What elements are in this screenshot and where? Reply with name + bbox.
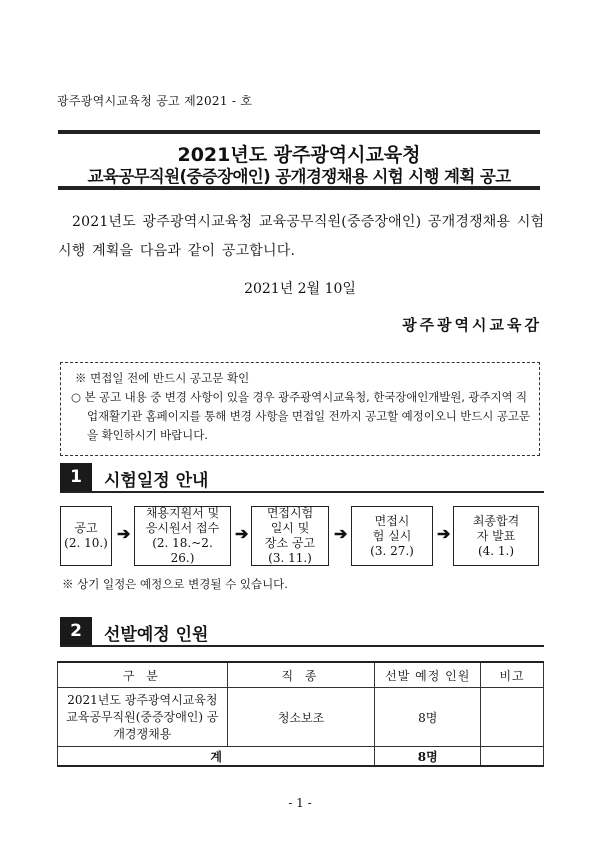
title-line-2: 교육공무직원(중증장애인) 공개경쟁채용 시험 시행 계획 공고 bbox=[87, 167, 511, 186]
arrow-icon: ➔ bbox=[437, 524, 451, 543]
notice-title: ※ 면접일 전에 반드시 공고문 확인 bbox=[75, 371, 250, 385]
step-date: (3. 11.) bbox=[268, 551, 312, 565]
count-cell: 8명 bbox=[375, 688, 481, 747]
notice-body: ○ 본 공고 내용 중 변경 사항이 있을 경우 광주광역시교육청, 한국장애인개발원, 광주지역 직업재활기관 홈페이지를 통해 변경 사항을 면접일 전까지 공고할 예정이오니 반드시 공고문을 확인하시기 바랍니다. bbox=[71, 390, 530, 442]
page-number: - 1 - bbox=[288, 796, 312, 810]
section-2-title: 선발예정 인원 bbox=[104, 625, 209, 645]
column-header: 선발 예정 인원 bbox=[375, 662, 481, 688]
notice-box bbox=[60, 362, 540, 456]
table-header-row bbox=[58, 662, 544, 688]
selection-table bbox=[57, 661, 544, 767]
table-total-row bbox=[58, 747, 544, 767]
intro-paragraph: 2021년도 광주광역시교육청 교육공무직원(중증장애인) 공개경쟁채용 시험 시행 계획을 다음과 같이 공고합니다. bbox=[58, 214, 545, 259]
step-label: 공고 bbox=[74, 521, 98, 535]
step-label: 채용지원서 및 응시원서 접수 bbox=[145, 506, 220, 535]
total-note bbox=[481, 747, 544, 767]
section-2-number: 2 bbox=[60, 617, 92, 645]
signature: 광주광역시교육감 bbox=[402, 316, 542, 334]
step-label: 면접시험 실시 bbox=[372, 513, 412, 543]
section-2-header bbox=[60, 617, 544, 647]
schedule-step-4 bbox=[351, 506, 433, 566]
schedule-step-3 bbox=[251, 506, 329, 566]
section-1-number: 1 bbox=[60, 463, 92, 491]
total-count: 8명 bbox=[375, 747, 481, 767]
total-label: 계 bbox=[58, 747, 375, 767]
arrow-icon: ➔ bbox=[117, 524, 131, 543]
column-header: 직 종 bbox=[227, 662, 375, 688]
step-date: (3. 27.) bbox=[370, 543, 414, 558]
job-cell: 청소보조 bbox=[227, 688, 375, 747]
step-label: 최종합격자 발표 bbox=[472, 513, 520, 543]
announcement-date: 2021년 2월 10일 bbox=[244, 281, 356, 297]
step-date: (2. 18.~2. 26.) bbox=[152, 536, 213, 565]
step-date: (4. 1.) bbox=[477, 543, 515, 558]
step-label: 면접시험 일시 및 장소 공고 bbox=[264, 506, 316, 550]
schedule-step-2 bbox=[134, 506, 231, 566]
section-1-header bbox=[60, 463, 544, 493]
column-header: 비고 bbox=[481, 662, 544, 688]
arrow-icon: ➔ bbox=[334, 524, 348, 543]
schedule-footnote: ※ 상기 일정은 예정으로 변경될 수 있습니다. bbox=[62, 577, 288, 591]
section-1-title: 시험일정 안내 bbox=[104, 471, 209, 491]
arrow-icon: ➔ bbox=[235, 524, 249, 543]
column-header: 구 분 bbox=[58, 662, 228, 688]
document-title bbox=[58, 130, 540, 190]
title-line-1: 2021년도 광주광역시교육청 bbox=[177, 144, 421, 166]
schedule-step-5 bbox=[453, 506, 539, 566]
table-row bbox=[58, 688, 544, 747]
step-date: (2. 10.) bbox=[64, 536, 108, 550]
note-cell bbox=[481, 688, 544, 747]
category-cell: 2021년도 광주광역시교육청 교육공무직원(중증장애인) 공개경쟁채용 bbox=[58, 688, 228, 747]
announcement-number: 광주광역시교육청 공고 제2021 - 호 bbox=[57, 94, 253, 108]
schedule-step-1 bbox=[60, 506, 112, 566]
